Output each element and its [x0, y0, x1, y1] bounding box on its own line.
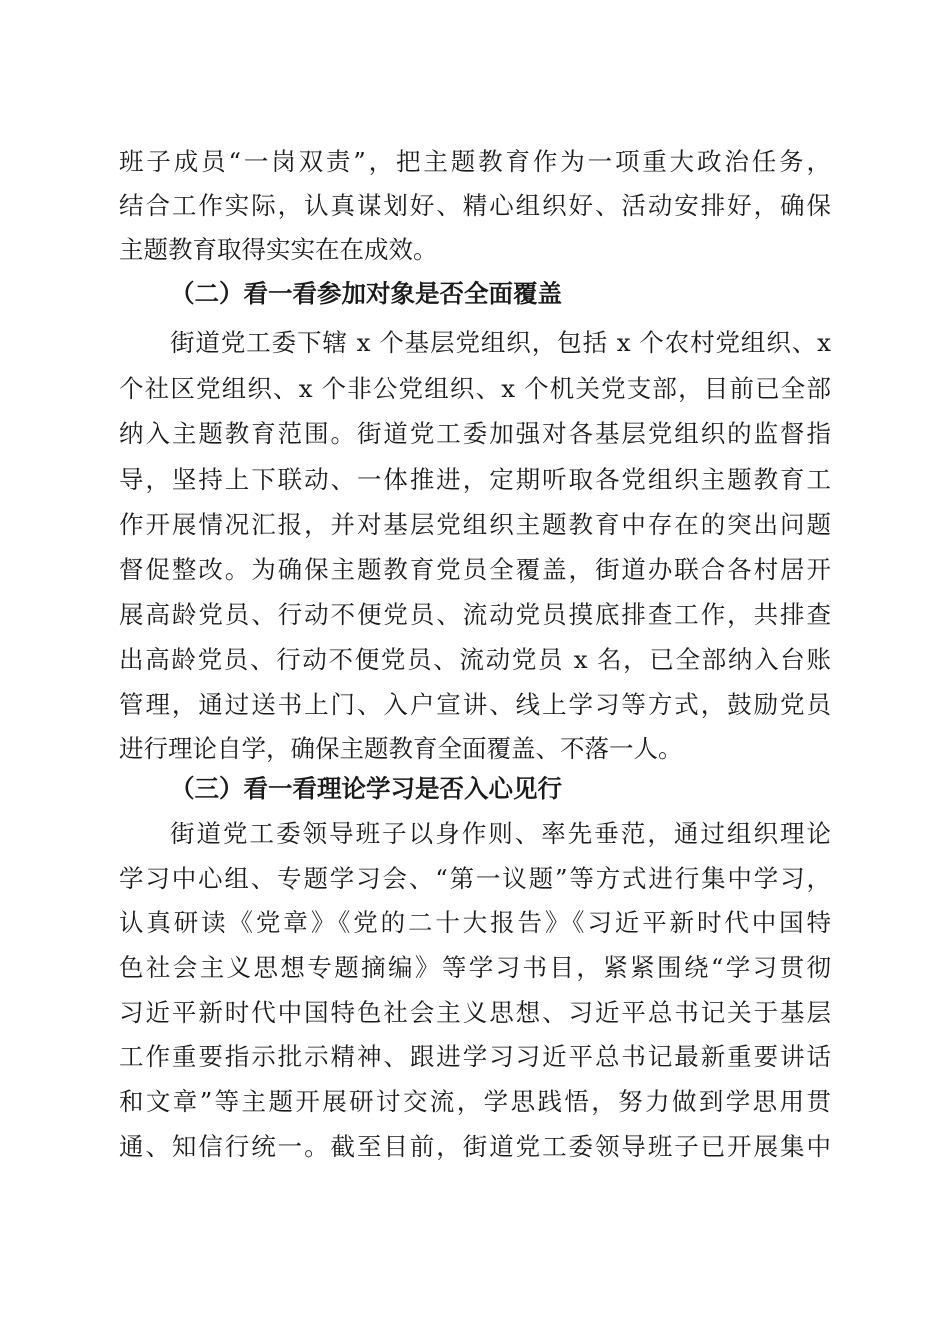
paragraph-line: 街道党工委领导班子以身作则、率先垂范，通过组织理论 [170, 819, 831, 848]
paragraph-line: 作开展情况汇报，并对基层党组织主题教育中存在的突出问题 [119, 510, 831, 539]
paragraph-line: 街道党工委下辖 x 个基层党组织，包括 x 个农村党组织、x [170, 328, 831, 357]
paragraph-line: 主题教育取得实实在在成效。 [119, 235, 438, 264]
paragraph-line: 班子成员“一岗双责”，把主题教育作为一项重大政治任务， [119, 147, 831, 176]
paragraph-line: 色社会主义思想专题摘编》等学习书目，紧紧围绕“学习贯彻 [119, 953, 831, 982]
paragraph-line: 导，坚持上下联动、一体推进，定期听取各党组织主题教育工 [119, 465, 831, 494]
paragraph-line: 纳入主题教育范围。街道党工委加强对各基层党组织的监督指 [119, 419, 831, 448]
paragraph-line: 进行理论自学，确保主题教育全面覆盖、不落一人。 [119, 734, 683, 763]
paragraph-line: 管理，通过送书上门、入户宣讲、线上学习等方式，鼓励党员 [119, 690, 831, 719]
paragraph-line: 个社区党组织、x 个非公党组织、x 个机关党支部，目前已全部 [119, 374, 831, 403]
paragraph-line: 展高龄党员、行动不便党员、流动党员摸底排查工作，共排查 [119, 600, 831, 629]
paragraph-line: 习近平新时代中国特色社会主义思想、习近平总书记关于基层 [119, 998, 831, 1027]
paragraph-line: 出高龄党员、行动不便党员、流动党员 x 名，已全部纳入台账 [119, 645, 831, 674]
paragraph-line: 通、知信行统一。截至目前，街道党工委领导班子已开展集中 [119, 1132, 831, 1161]
paragraph-line: 督促整改。为确保主题教育党员全覆盖，街道办联合各村居开 [119, 555, 831, 584]
section-heading-3: （三）看一看理论学习是否入心见行 [170, 774, 562, 803]
paragraph-line: 学习中心组、专题学习会、“第一议题”等方式进行集中学习， [119, 864, 831, 893]
paragraph-line: 和文章”等主题开展研讨交流，学思践悟，努力做到学思用贯 [119, 1087, 831, 1116]
paragraph-line: 工作重要指示批示精神、跟进学习习近平总书记最新重要讲话 [119, 1042, 831, 1071]
paragraph-line: 认真研读《党章》《党的二十大报告》《习近平新时代中国特 [119, 908, 831, 937]
section-heading-2: （二）看一看参加对象是否全面覆盖 [170, 279, 562, 308]
paragraph-line: 结合工作实际，认真谋划好、精心组织好、活动安排好，确保 [119, 191, 831, 220]
